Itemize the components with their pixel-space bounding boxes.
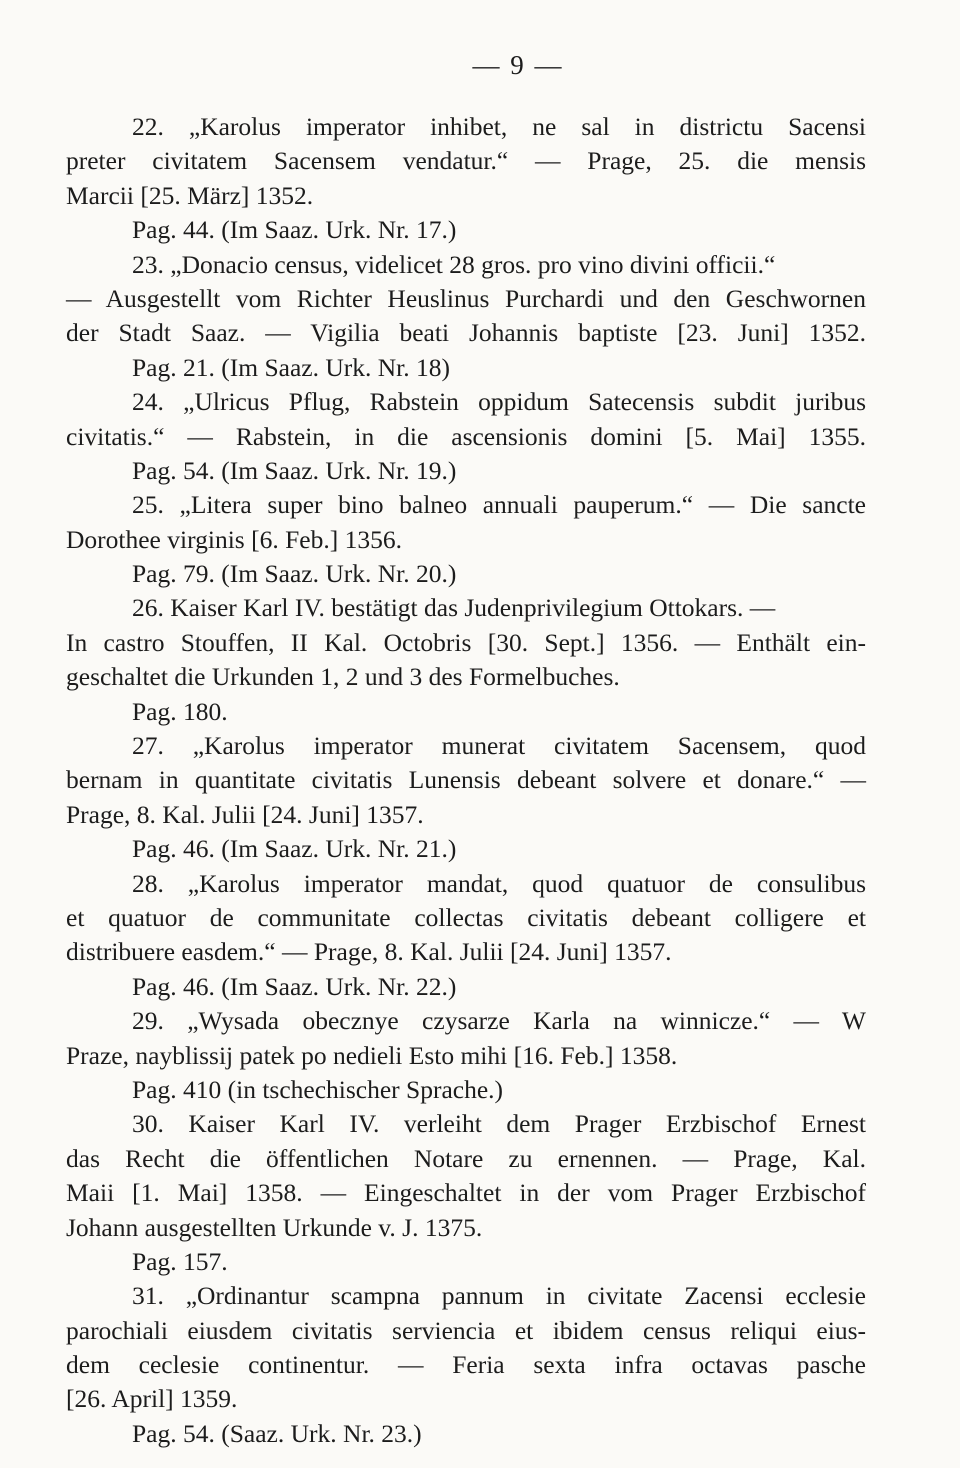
text-line: — Ausgestellt vom Richter Heuslinus Purchardi und den Geschwornen xyxy=(66,283,866,313)
text-line: bernam in quantitate civitatis Lunensis debeant solvere et donare.“ — xyxy=(66,765,866,795)
text-line: 22. „Karolus imperator inhibet, ne sal in districtu Sacensi xyxy=(132,112,866,141)
text-line: geschaltet die Urkunden 1, 2 und 3 des Formelbuches. xyxy=(66,662,620,692)
text-line: civitatis.“ — Rabstein, in die ascensionis domini [5. Mai] 1355. xyxy=(66,421,866,451)
text-line: Dorothee virginis [6. Feb.] 1356. xyxy=(66,524,402,554)
text-line: dem ceclesie continentur. — Feria sexta infra octavas pasche xyxy=(66,1350,866,1380)
text-line: Praze, nayblissij patek po nedieli Esto mihi [16. Feb.] 1358. xyxy=(66,1040,678,1070)
text-line: Pag. 180. xyxy=(132,696,228,726)
text-line: Marcii [25. März] 1352. xyxy=(66,180,314,210)
text-line: Pag. 21. (Im Saaz. Urk. Nr. 18) xyxy=(132,352,450,382)
text-line: Prage, 8. Kal. Julii [24. Juni] 1357. xyxy=(66,799,424,829)
text-line: das Recht die öffentlichen Notare zu ernennen. — Prage, Kal. xyxy=(66,1143,866,1173)
text-line: Pag. 46. (Im Saaz. Urk. Nr. 22.) xyxy=(132,971,457,1001)
page-body xyxy=(66,110,866,1451)
text-line: Pag. 410 (in tschechischer Sprache.) xyxy=(132,1074,504,1104)
text-line: 23. „Donacio census, videlicet 28 gros. pro vino divini officii.“ xyxy=(132,249,776,279)
text-line: 26. Kaiser Karl IV. bestätigt das Judenprivilegium Ottokars. — xyxy=(132,593,776,623)
text-line: Maii [1. Mai] 1358. — Eingeschaltet in der vom Prager Erzbischof xyxy=(66,1178,866,1208)
text-line: In castro Stouffen, II Kal. Octobris [30. Sept.] 1356. — Enthält ein- xyxy=(66,627,866,657)
text-line: 28. „Karolus imperator mandat, quod quatuor de consulibus xyxy=(132,868,866,898)
page-number: — 9 — xyxy=(472,50,564,80)
text-line: preter civitatem Sacensem vendatur.“ — Prage, 25. die mensis xyxy=(66,146,866,176)
text-line: der Stadt Saaz. — Vigilia beati Johannis baptiste [23. Juni] 1352. xyxy=(66,318,866,348)
text-line: 24. „Ulricus Pflug, Rabstein oppidum Satecensis subdit juribus xyxy=(132,387,866,417)
text-line: 27. „Karolus imperator munerat civitatem Sacensem, quod xyxy=(132,731,866,761)
text-line: 30. Kaiser Karl IV. verleiht dem Prager Erzbischof Ernest xyxy=(132,1109,866,1139)
text-line: Johann ausgestellten Urkunde v. J. 1375. xyxy=(66,1212,483,1242)
text-line: Pag. 79. (Im Saaz. Urk. Nr. 20.) xyxy=(132,559,457,589)
text-line: Pag. 46. (Im Saaz. Urk. Nr. 21.) xyxy=(132,834,457,864)
text-line: et quatuor de communitate collectas civitatis debeant colligere et xyxy=(66,902,866,932)
text-line: 31. „Ordinantur scampna pannum in civitate Zacensi ecclesie xyxy=(132,1281,866,1311)
text-line: 25. „Litera super bino balneo annuali pauperum.“ — Die sancte xyxy=(132,490,866,520)
text-line: Pag. 157. xyxy=(132,1246,228,1276)
text-line: Pag. 54. (Saaz. Urk. Nr. 23.) xyxy=(132,1418,422,1448)
text-line: distribuere easdem.“ — Prage, 8. Kal. Julii [24. Juni] 1357. xyxy=(66,937,672,967)
text-line: parochiali eiusdem civitatis serviencia et ibidem census reliqui eius- xyxy=(66,1315,866,1345)
text-line: Pag. 44. (Im Saaz. Urk. Nr. 17.) xyxy=(132,215,457,245)
text-line: Pag. 54. (Im Saaz. Urk. Nr. 19.) xyxy=(132,455,457,485)
text-line: [26. April] 1359. xyxy=(66,1384,238,1414)
text-line: 29. „Wysada obecznye czysarze Karla na winnicze.“ — W xyxy=(132,1006,866,1036)
